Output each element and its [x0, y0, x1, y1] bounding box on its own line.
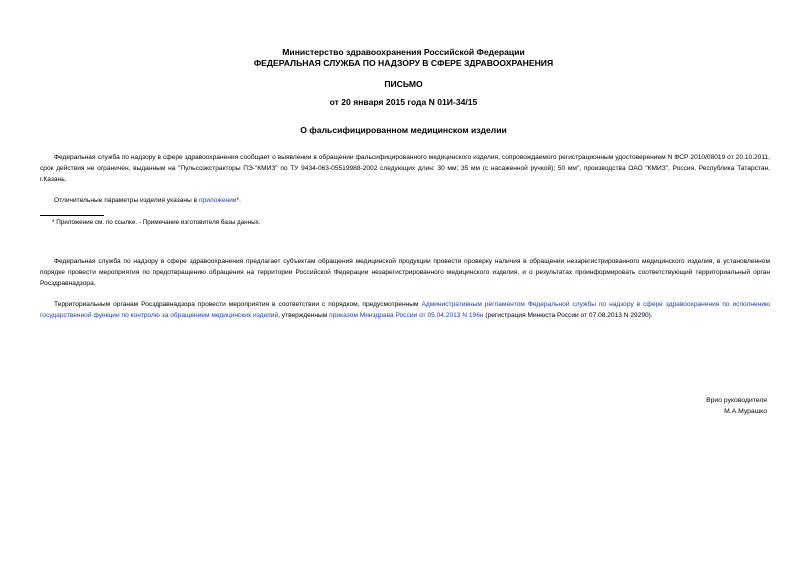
paragraph-2	[40, 195, 770, 206]
paragraph-4-text-b: , утвержденным	[278, 312, 330, 319]
service-title: ФЕДЕРАЛЬНАЯ СЛУЖБА ПО НАДЗОРУ В СФЕРЕ ЗДРАВООХРАНЕНИЯ	[253, 58, 554, 68]
paragraph-4-text-c: (регистрация Минюста России от 07.08.2013 N 29290).	[483, 312, 653, 319]
paragraph-2-text: Отличительные параметры изделия указаны в	[54, 197, 199, 204]
appendix-link[interactable]: приложении	[198, 197, 237, 204]
paragraph-3: Федеральная служба по надзору в сфере здравоохранения предлагает субъектам обращения медицинской продукции провести проверку наличия в обращении незарегистрированного медицинского изделия, в установленном порядке провести мероприятия по предотвращению обращения на территории Российской Федерации незарегистрированного медицинского изделия, и о результатах проинформировать соответствующий территориальный орган Росздравнадзора.	[40, 258, 770, 287]
ministry-title: Министерство здравоохранения Российской Федерации	[282, 47, 525, 57]
paragraph-4-text-a: Территориальным органам Росздравнадзора провести мероприятия в соответствии с порядком, предусмотренным	[54, 301, 422, 308]
paragraph-4	[40, 299, 770, 321]
footnote: * Приложение см. по ссылке. - Примечание изготовителя базы данных.	[52, 219, 261, 226]
paragraph-1: Федеральная служба по надзору в сфере здравоохранения сообщает о выявлении в обращении фальсифицированного медицинского изделия, сопровождаемого регистрационным удостоверением N ФСР 2010/08019 от 20.10.2011, срок действия не ограничен, выданным на "Пульсоэкстракторы ПЭ-"КМИЗ" по ТУ 9434-063-05519988-2002 следующих длин: 30 мм; 35 мм (с насаженной ручкой); 50 мм", производства ОАО "КМИЗ", Россия, Республика Татарстан, г.Казань.	[40, 154, 770, 183]
document-type: ПИСЬМО	[384, 79, 423, 89]
order-link[interactable]: приказом Минздрава России от 05.04.2013 N 196н	[329, 312, 484, 319]
regulation-link[interactable]: Административным регламентом Федеральной службы по надзору в сфере здравоохранения по исполнению государственной функции по контролю за обращением медицинских изделий	[40, 301, 770, 319]
footnote-divider	[40, 215, 104, 216]
signatory-position: Врио руководителя	[706, 397, 767, 404]
document-date-number: от 20 января 2015 года N 01И-34/15	[329, 97, 478, 107]
document-subject: О фальсифицированном медицинском изделии	[300, 125, 507, 135]
signatory-name: М.А.Мурашко	[724, 408, 767, 415]
paragraph-2-suffix: *.	[236, 197, 241, 204]
